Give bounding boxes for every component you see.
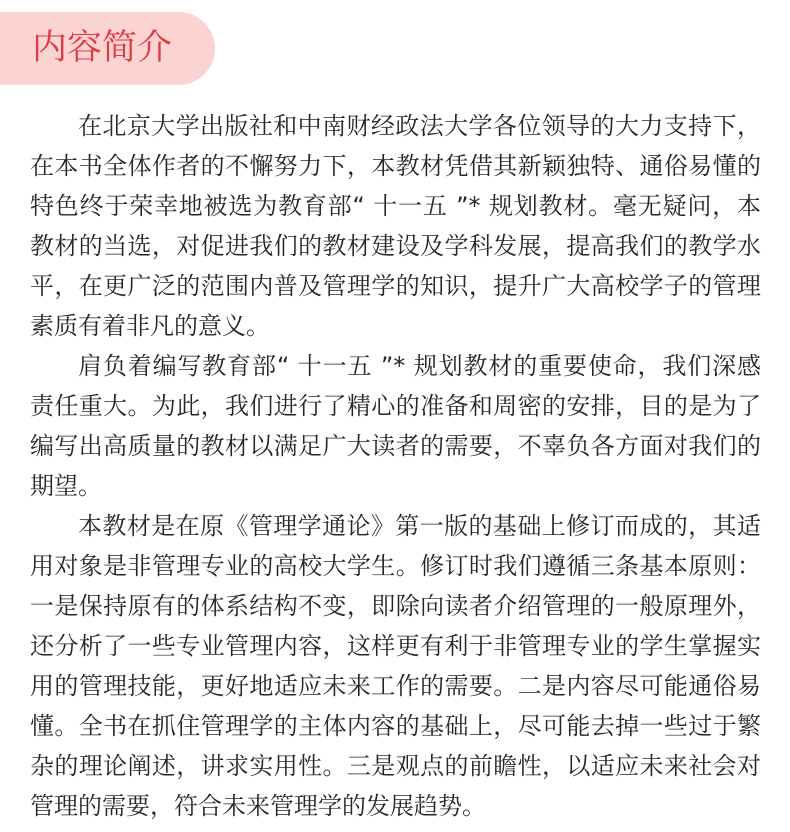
body-text	[30, 106, 761, 826]
text-line: 肩负着编写教育部“ 十一五 ”* 规划教材的重要使命，我们深感	[78, 352, 761, 380]
text-line: 用对象是非管理专业的高校大学生。修订时我们遵循三条基本原则：	[30, 552, 761, 580]
text-line: 杂的理论阐述，讲求实用性。三是观点的前瞻性，以适应未来社会对	[30, 752, 761, 780]
text-line: 平，在更广泛的范围内普及管理学的知识，提升广大高校学子的管理	[30, 272, 761, 300]
text-line: 懂。全书在抓住管理学的主体内容的基础上，尽可能去掉一些过于繁	[30, 712, 761, 740]
text-line: 特色终于荣幸地被选为教育部“ 十一五 ”* 规划教材。毫无疑问，本	[30, 192, 761, 220]
text-line: 本教材是在原《管理学通论》第一版的基础上修订而成的，其适	[78, 512, 761, 540]
text-line: 素质有着非凡的意义。	[30, 312, 270, 340]
text-line: 用的管理技能，更好地适应未来工作的需要。二是内容尽可能通俗易	[30, 672, 761, 700]
text-line: 教材的当选，对促进我们的教材建设及学科发展，提高我们的教学水	[30, 232, 761, 260]
text-line: 编写出高质量的教材以满足广大读者的需要，不辜负各方面对我们的	[30, 432, 761, 460]
text-line: 一是保持原有的体系结构不变，即除向读者介绍管理的一般原理外，	[30, 592, 761, 620]
text-line: 期望。	[30, 472, 102, 500]
paragraph	[30, 106, 761, 346]
text-line: 责任重大。为此，我们进行了精心的准备和周密的安排，目的是为了	[30, 392, 761, 420]
paragraph	[30, 506, 761, 826]
text-line: 管理的需要，符合未来管理学的发展趋势。	[30, 792, 486, 820]
text-line: 在北京大学出版社和中南财经政法大学各位领导的大力支持下，	[78, 112, 761, 140]
section-title-tab	[0, 12, 215, 85]
paragraph	[30, 346, 761, 506]
text-line: 还分析了一些专业管理内容，这样更有利于非管理专业的学生掌握实	[30, 632, 761, 660]
section-title: 内容简介	[32, 28, 173, 68]
text-line: 在本书全体作者的不懈努力下，本教材凭借其新颖独特、通俗易懂的	[30, 152, 761, 180]
